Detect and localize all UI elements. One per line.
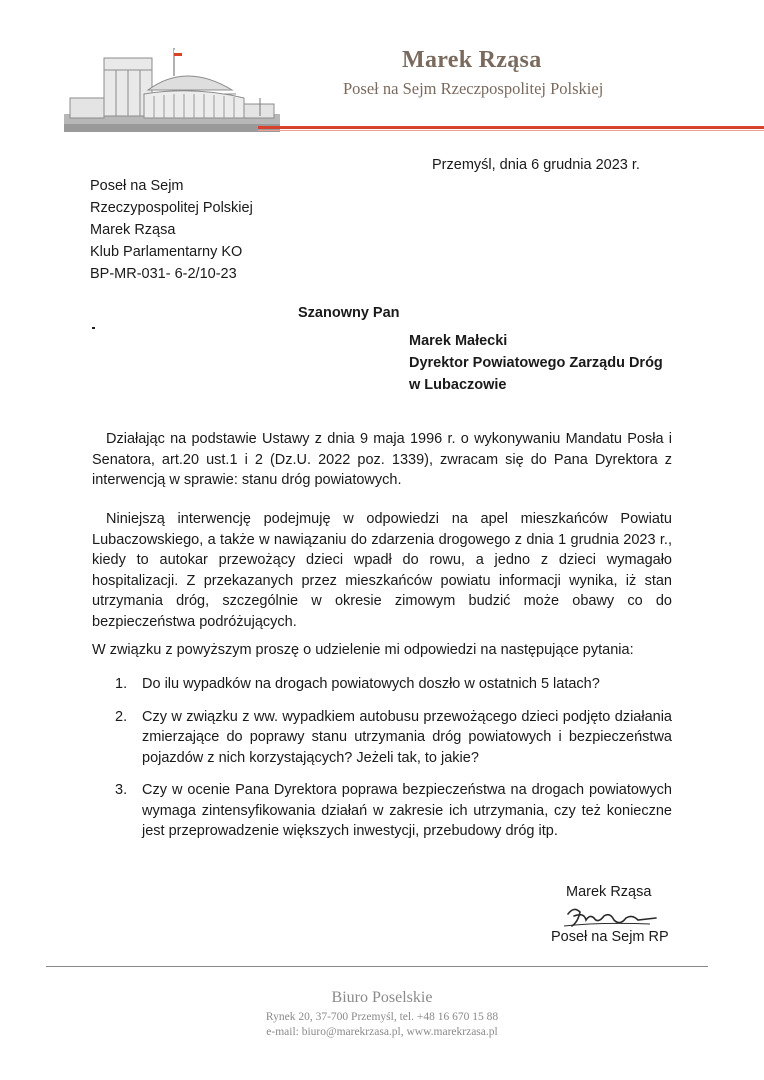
signature-name: Marek Rząsa: [566, 884, 652, 900]
sender-line: Rzeczypospolitej Polskiej: [90, 200, 253, 216]
handwritten-signature-icon: [560, 904, 660, 930]
recipient-line: Marek Małecki: [409, 333, 508, 349]
question-number: 1.: [115, 676, 128, 692]
letter-date: Przemyśl, dnia 6 grudnia 2023 r.: [432, 157, 640, 173]
body-paragraph: Działając na podstawie Ustawy z dnia 9 maja 1996 r. o wykonywaniu Mandatu Posła i Senatora, art.20 ust.1 i 2 (Dz.U. 2022 poz. 1339), zwracam się do Pana Dyrektora z interwencją w sprawie: stanu dróg powiatowych.: [92, 431, 672, 488]
recipient-block: [409, 330, 663, 396]
question-text: Czy w związku z ww. wypadkiem autobusu przewożącego dzieci podjęto działania zmierzające do poprawy stanu utrzymania dróg powiatowych i bezpieczeństwa pojazdów z nich korzystających? Jeżeli tak, to jakie?: [142, 708, 672, 766]
footer-office: Biuro Poselskie: [331, 989, 433, 1006]
footer-address: Rynek 20, 37-700 Przemyśl, tel. +48 16 670 15 88: [265, 1011, 499, 1023]
sejm-building-icon: [64, 46, 280, 136]
recipient-line: w Lubaczowie: [409, 377, 507, 393]
greeting: Szanowny Pan: [298, 305, 400, 321]
question-text: Czy w ocenie Pana Dyrektora poprawa bezpieczeństwa na drogach powiatowych wymaga zintensyfikowania działań w zakresie ich utrzymania, czy też konieczne jest przeprowadzenie większych inwestycji, przebudowy dróg itp.: [142, 782, 672, 839]
letterhead-divider: [258, 126, 764, 129]
letterhead-divider-shadow: [258, 130, 764, 131]
sender-line: BP-MR-031- 6-2/10-23: [90, 266, 237, 282]
question-number: 2.: [115, 708, 128, 725]
question-number: 3.: [115, 782, 128, 798]
sender-block: [90, 175, 253, 285]
footer-divider: [46, 966, 708, 967]
question-item: [115, 707, 672, 769]
signature-title: Poseł na Sejm RP: [551, 929, 669, 945]
question-item: [115, 780, 672, 842]
sender-line: Marek Rząsa: [90, 222, 176, 238]
body-paragraph: W związku z powyższym proszę o udzielenie mi odpowiedzi na następujące pytania:: [92, 642, 634, 658]
letterhead-subtitle: Poseł na Sejm Rzeczpospolitej Polskiej: [343, 79, 604, 98]
sender-line: Klub Parlamentarny KO: [90, 244, 243, 260]
footer-contact: e-mail: biuro@marekrzasa.pl, www.marekrzasa.pl: [266, 1026, 498, 1038]
sender-line: Poseł na Sejm: [90, 178, 184, 194]
body-paragraph: Niniejszą interwencję podejmuję w odpowiedzi na apel mieszkańców Powiatu Lubaczowskiego, a także w nawiązaniu do zdarzenia drogowego z dnia 1 grudnia 2023 r., kiedy to autokar przewożący dzieci wpadł do rowu, a jedno z dzieci wymagało hospitalizacji. Z przekazanych przez mieszkańców powiatu informacji wynika, iż stan utrzymania dróg, szczególnie w okresie zimowym budzić może obawy co do bezpieczeństwa podróżujących.: [92, 511, 672, 630]
question-text: Do ilu wypadków na drogach powiatowych doszło w ostatnich 5 latach?: [142, 676, 600, 692]
recipient-line: Dyrektor Powiatowego Zarządu Dróg: [409, 355, 663, 371]
letterhead-name: Marek Rząsa: [402, 47, 542, 73]
questions-list: [115, 674, 672, 854]
question-item: [115, 674, 672, 695]
scan-speck: [92, 327, 95, 329]
